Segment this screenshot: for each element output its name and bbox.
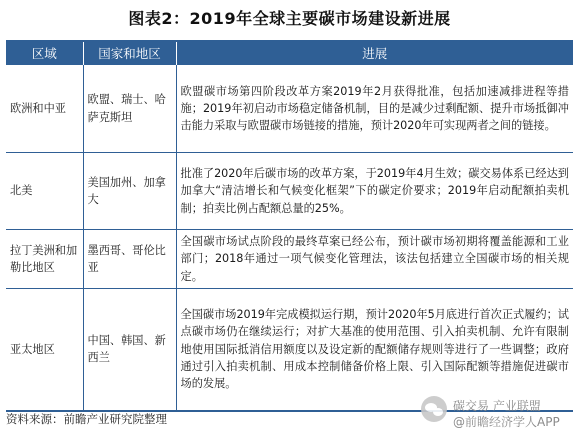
table-row [6,289,573,411]
watermark-line1: 碳交易 产业联盟 [453,399,541,413]
progress-cell: 全国碳市场2019年完成模拟运行期，预计2020年5月底进行首次正式履约；试点碳市场仍在继续运行；对扩大基准的使用范围、引入拍卖机制、允许有限制地使用国际抵消信用额度以及设定新的配额储存规则等进行了一些调整；政府通过引入拍卖机制、用成本控制储备价格上限、引入国际配额等措施促进碳市场的发展。 [176,289,573,411]
region-cell: 北美 [6,153,83,230]
chart-title: 图表2：2019年全球主要碳市场建设新进展 [128,9,451,28]
carbon-market-table [6,40,573,412]
region-cell: 拉丁美洲和加勒比地区 [6,230,83,289]
country-cell: 欧盟、瑞士、哈萨克斯坦 [83,65,176,153]
progress-cell: 批准了2020年后碳市场的改革方案，于2019年4月生效；碳交易体系已经达到加拿大“清洁增长和气候变化框架”下的碳定价要求；2019年启动配额拍卖机制；拍卖比例占配额总量的25%。 [176,153,573,230]
source-note: 资料来源：前瞻产业研究院整理 [6,412,167,426]
table-row [6,65,573,153]
country-cell: 墨西哥、哥伦比亚 [83,230,176,289]
header-progress: 进展 [176,41,573,65]
header-region: 区域 [6,41,83,65]
header-country: 国家和地区 [83,41,176,65]
country-cell: 美国加州、加拿大 [83,153,176,230]
progress-cell: 全国碳市场试点阶段的最终草案已经公布，预计碳市场初期将覆盖能源和工业部门；2018年通过一项气候变化管理法，该法包括建立全国碳市场的相关规定。 [176,230,573,289]
watermark-line2: @前瞻经济学人APP [453,415,560,429]
table-row [6,230,573,289]
table-header-row [6,41,573,65]
region-cell: 欧洲和中亚 [6,65,83,153]
progress-cell: 欧盟碳市场第四阶段改革方案2019年2月获得批准，包括加速减排进程等措施；2019年初启动市场稳定储备机制，目的是减少过剩配额、提升市场抵御冲击能力采取与欧盟碳市场链接的措施，预计2020年可实现两者之间的链接。 [176,65,573,153]
wechat-logo-icon [421,396,447,422]
table-row [6,153,573,230]
region-cell: 亚太地区 [6,289,83,411]
country-cell: 中国、韩国、新西兰 [83,289,176,411]
